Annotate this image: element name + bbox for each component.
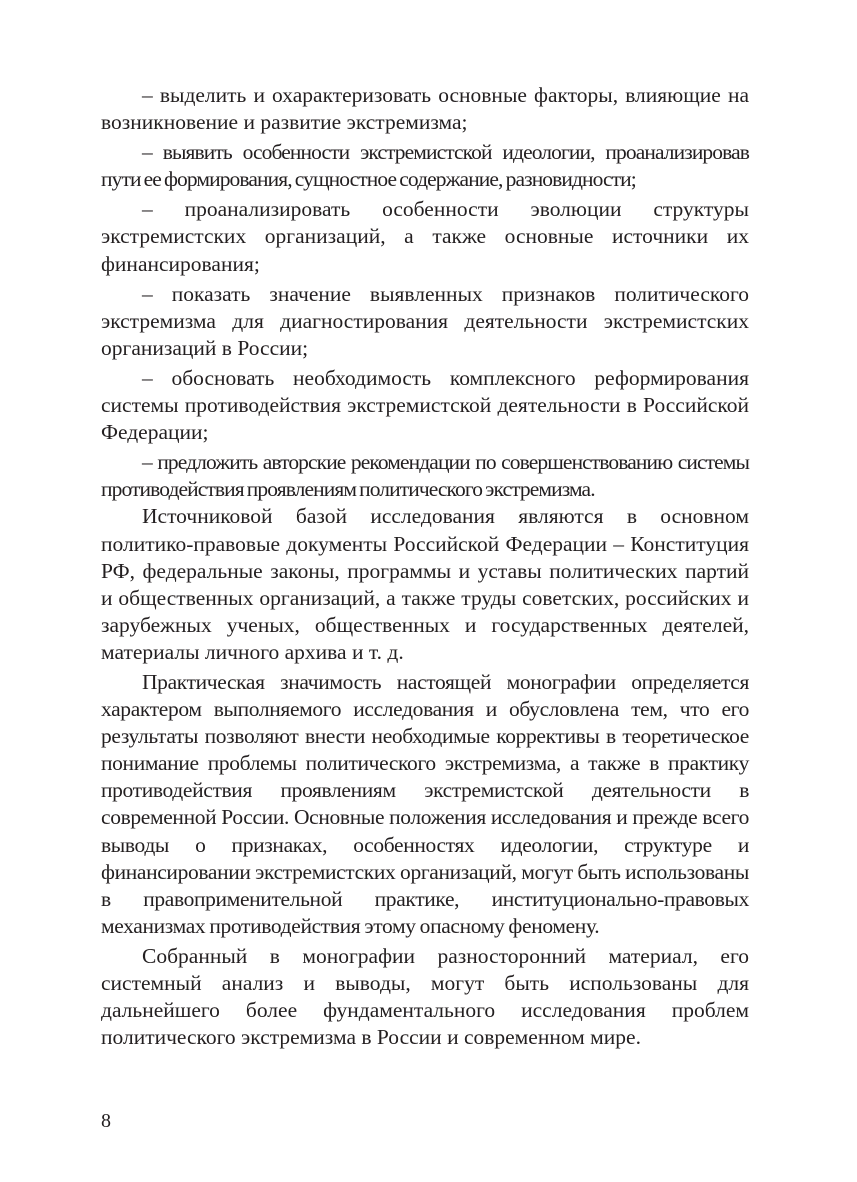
paragraph-practical-significance: Практическая значимость настоящей монографии определяется характером выполняемого исследования и обусловлена тем, что его результаты позволяют внести необходимые коррективы в теоретическое понимание проблемы политического экстремизма, а также в практику противодействия проявлениям экстремистской деятельности в современной России. Основные положения исследования и прежде всего выводы о признаках, особенностях идеологии, структуре и финансировании экстремистских организаций, могут быть использованы в правоприменительной практике, институционально-правовых механизмах противодействия этому опасному феномену. [101,669,749,938]
list-item-signs: – показать значение выявленных признаков политического экстремизма для диагностирования деятельности экстремистских организаций в России; [101,281,749,360]
list-item-reform: – обосновать необходимость комплексного реформирования системы противодействия экстремистской деятельности в Российской Федерации; [101,365,749,445]
list-item-structure: – проанализировать особенности эволюции структуры экстремистских организаций, а также основные источники их финансирования; [101,197,749,276]
list-item-ideology: – выявить особенности экстремистской идеологии, проанализировав пути ее формирования, сущностное содержание, разновидности; [101,140,749,192]
body-text [101,82,749,1051]
list-item-factors: – выделить и охарактеризовать основные факторы, влияющие на возникновение и развитие экстремизма; [101,83,749,135]
paragraph-conclusion: Собранный в монографии разносторонний материал, его системный анализ и выводы, могут быть использованы для дальнейшего более фундаментального исследования проблем политического экстремизма в России и современном мире. [101,943,749,1050]
list-item-recommendations: – предложить авторские рекомендации по совершенствованию системы противодействия проявлениям политического экстремизма. [101,450,749,502]
page-number: 8 [101,1110,111,1132]
paragraph-sources: Источниковой базой исследования являются в основном политико-правовые документы Российской Федерации – Конституция РФ, федеральные законы, программы и уставы политических партий и общественных организаций, а также труды советских, российских и зарубежных ученых, общественных и государственных деятелей, материалы личного архива и т. д. [101,504,749,664]
